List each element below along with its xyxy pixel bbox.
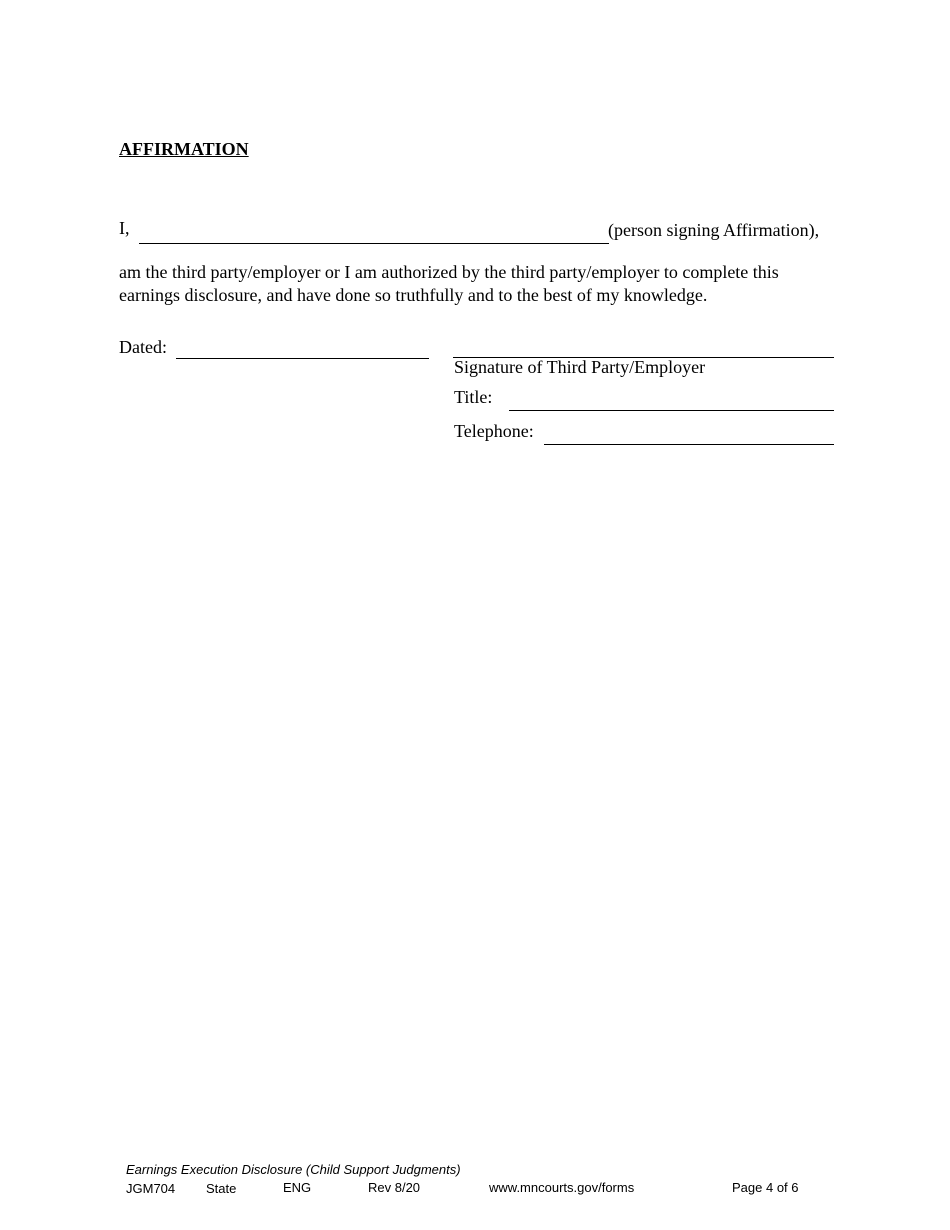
title-label: Title: (454, 387, 493, 407)
footer-language: ENG (283, 1180, 312, 1195)
footer-revision: Rev 8/20 (368, 1180, 421, 1195)
signer-name-field[interactable] (139, 243, 609, 244)
footer-page-number: Page 4 of 6 (732, 1180, 799, 1195)
telephone-label: Telephone: (454, 421, 534, 441)
dated-label: Dated: (119, 337, 167, 357)
dated-field[interactable] (176, 358, 429, 359)
statement-line: earnings disclosure, and have done so truthfully and to the best of my knowledge. (119, 285, 708, 305)
footer-form-title: Earnings Execution Disclosure (Child Support Judgments) (126, 1162, 461, 1177)
affirmation-statement (119, 261, 839, 307)
signature-label: Signature of Third Party/Employer (454, 357, 706, 377)
statement-line: am the third party/employer or I am authorized by the third party/employer to complete this (119, 262, 779, 282)
footer-website: www.mncourts.gov/forms (489, 1180, 635, 1195)
title-field[interactable] (509, 410, 834, 411)
intro-prefix: I, (119, 218, 130, 238)
intro-suffix: (person signing Affirmation), (608, 220, 820, 240)
footer-form-code: JGM704 (126, 1181, 176, 1196)
telephone-field[interactable] (544, 444, 834, 445)
footer-jurisdiction: State (206, 1181, 237, 1196)
affirmation-heading: AFFIRMATION (119, 139, 249, 159)
